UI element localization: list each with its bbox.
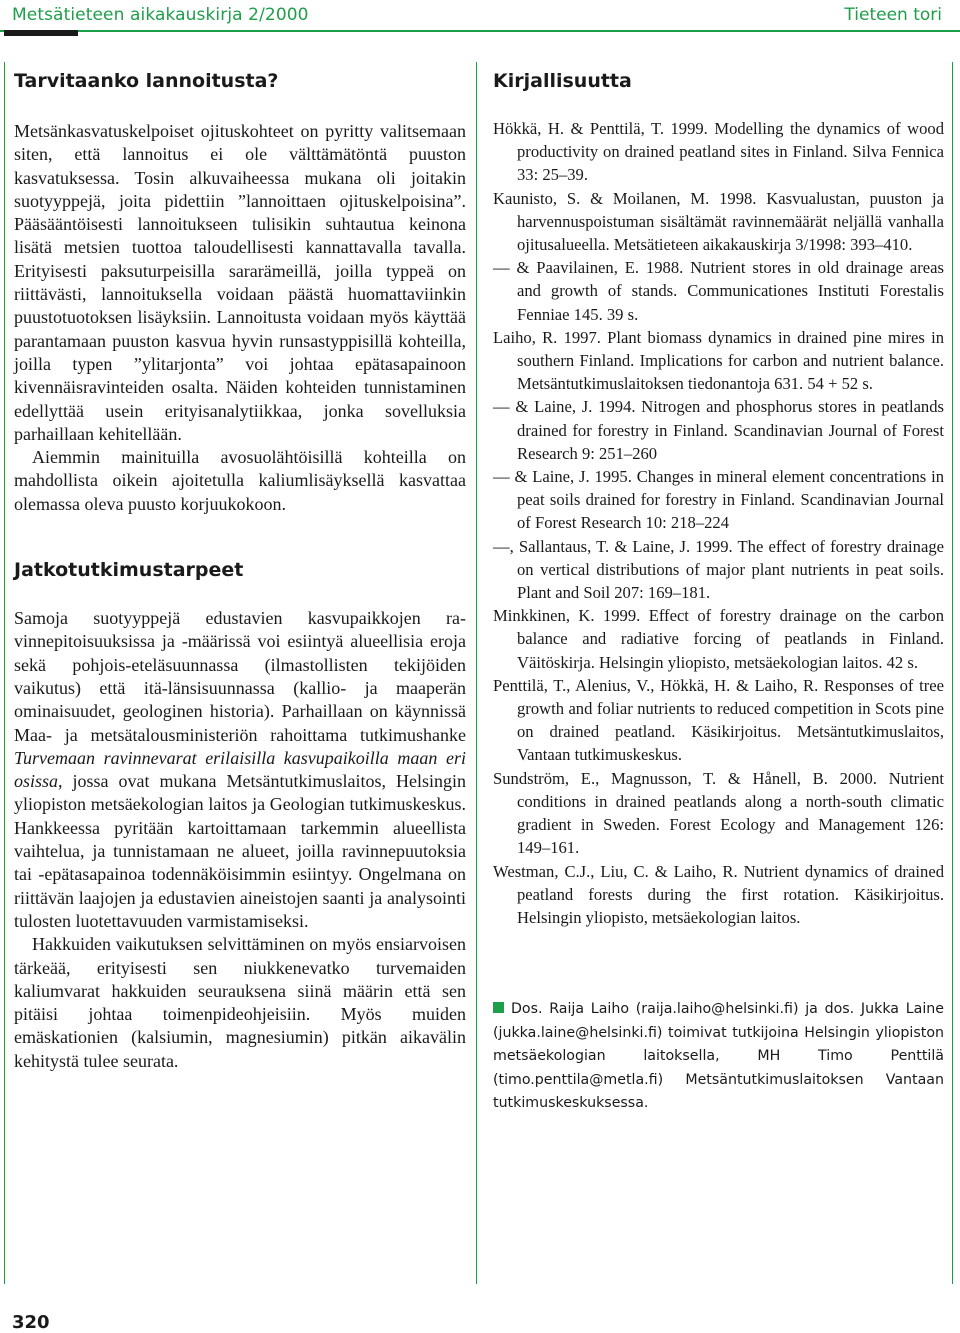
left-margin-rule [4, 62, 5, 1284]
reference-item: Westman, C.J., Liu, C. & Laiho, R. Nutrient dynamics of drained peatland forests during the first rotation. Käsikirjoitus. Helsingin yliopisto, metsäekologian laitos. [493, 861, 944, 927]
square-bullet-icon [493, 1002, 504, 1013]
column-divider-rule [476, 62, 477, 1284]
reference-item: — & Laine, J. 1995. Changes in mineral element concentrations in peat soils drained for forestry in Finland. Scandinavian Journal of Forest Research 10: 218–224 [493, 467, 944, 533]
right-column [493, 62, 944, 1116]
author-note-text: Dos. Raija Laiho (raija.laiho@helsinki.fi) ja dos. Jukka Laine (jukka.laine@helsinki.fi) toimivat tutkijoina Helsingin yliopiston metsäekologian laitoksella, MH Timo Penttilä (timo.penttila@metla.fi) Metsäntutkimuslaitoksen Vantaan tutkimuskeskuksessa. [493, 1001, 944, 1112]
reference-item: Laiho, R. 1997. Plant biomass dynamics in drained pine mires in southern Finland. Implications for carbon and nutrient balance. Metsäntutkimuslaitoksen tiedonantoja 631. 54 + 52 s. [493, 327, 944, 394]
reference-item: Minkkinen, K. 1999. Effect of forestry drainage on the carbon balance and radiative forcing of peatlands in Finland. Väitöskirja. Helsingin yliopisto, metsäekologian laitos. 42 s. [493, 606, 944, 672]
right-margin-rule [952, 62, 953, 1284]
section-label: Tieteen tori [844, 5, 942, 25]
paragraph-potassium: Aiemmin mainituilla avosuolähtöisillä kohteilla on mahdollista oikein ajoitetulla kaliumlisäyksellä kasvattaa olemassa oleva puusto korjuukokoon. [14, 447, 466, 514]
reference-item: Hökkä, H. & Penttilä, T. 1999. Modelling the dynamics of wood productivity on drained peatland sites in Finland. Silva Fennica 33: 25–39. [493, 119, 944, 185]
reference-item: Penttilä, T., Alenius, V., Hökkä, H. & Laiho, R. Responses of tree growth and foliar nutrients to reduced competition in Scots pine on drained peatland. Käsikirjoitus. Metsäntutkimuslaitos, Vantaan tutkimuskeskus. [493, 675, 944, 765]
page-number: 320 [12, 1312, 50, 1333]
paragraph-research-text-a: Samoja suotyyppejä edustavien kasvupaikkojen ravinnepitoisuuksissa ja -määrissä voi esiintyä alueellisia eroja sekä pohjois-eteläsuunnassa (ilmastollisten tekijöiden vaikutus) että itä-länsisuunnassa (kallio- ja maaperän ominaisuudet, geologinen historia). Parhaillaan on käynnissä Maa- ja metsätalousministeriön rahoittama tutkimushanke [14, 608, 466, 745]
header-rule [0, 30, 960, 32]
paragraph-research-text-b: , jossa ovat mukana Metsäntutkimuslaitos, Helsingin yliopiston metsäekologian laitos ja Geologian tutkimuskeskus. Hankkeessa pyritään kartoittamaan tarkemmin alueellista vaihtelua, ja tunnistamaan ne alueet, joilla ravinnepuutoksia tai -epätasapainoa todennäköisimmin esiintyy. Ongelmana on riittävän laajojen ja edustavien aineistojen saanti ja analysointi tulosten luotettavuuden varmistamiseksi. [14, 771, 466, 931]
paragraph-research-project [14, 607, 466, 933]
references-heading: Kirjallisuutta [493, 70, 632, 92]
reference-item: —, Sallantaus, T. & Laine, J. 1999. The effect of forestry drainage on vertical distributions of major plant nutrients in peat soils. Plant and Soil 207: 169–181. [493, 536, 944, 603]
section-heading-further-research: Jatkotutkimustarpeet [14, 559, 244, 582]
section-heading-fertilization: Tarvitaanko lannoitusta? [14, 70, 279, 92]
author-note [493, 998, 944, 1116]
left-column [14, 62, 466, 1073]
reference-list [493, 117, 944, 929]
project-title: Turvemaan ravinnevarat erilaisilla kasvupaikoilla maan eri osissa [14, 747, 466, 792]
paragraph-fertilization: Metsänkasvatuskelpoiset ojituskohteet on pyritty valitsemaan siten, että lannoitus ei ole välttämätöntä puuston kasvatuksessa. Tosin alkuvaiheessa mukana oli joitakin suotyyppejä, joita pidettiin ”lannoittaen ojituskelpoisina”. Pääsääntöisesti lannoitukseen tulisikin suhtautua keinona lisätä metsien tuottoa taloudellisesti kannattavalla tavalla. Erityisesti paksuturpeisilla sararämeillä, joilla typpeä on riittävästi, lannoituksella voidaan päästä huomattaviinkin puustotuotoksen lisäyksiin. Lannoitusta voidaan myös käyttää parantamaan puuston kasvua hyvin runsastyppisillä kohteilla, joilla typen ”ylitarjonta” voi johtaa epätasapainoon kivennäisravinteiden osalta. Näiden kohteiden tunnistaminen edellyttää usein erityisanalytiikkaa, jonka sovelluksia parhaillaan kehitellään. [14, 121, 466, 444]
reference-item: — & Paavilainen, E. 1988. Nutrient stores in old drainage areas and growth of stands. Communicationes Instituti Forestalis Fenniae 145. 39 s. [493, 258, 944, 324]
reference-item: — & Laine, J. 1994. Nitrogen and phosphorus stores in peatlands drained for forestry in Finland. Scandinavian Journal of Forest Research 9: 251–260 [493, 397, 944, 463]
reference-item: Sundström, E., Magnusson, T. & Hånell, B. 2000. Nutrient conditions in drained peatlands along a north-south climatic gradient in Sweden. Forest Ecology and Management 126: 149–161. [493, 768, 944, 858]
journal-title: Metsätieteen aikakauskirja 2/2000 [12, 5, 309, 25]
running-header [0, 0, 960, 34]
header-tab-marker [4, 30, 78, 36]
paragraph-harvesting: Hakkuiden vaikutuksen selvittäminen on myös ensiarvoisen tärkeää, erityisesti sen niukkenevatko turvemaiden kaliumvarat hakkuiden seurauksena siinä määrin että sen pitäisi johtaa toimenpideohjeisiin. Myös muiden emäskationien (kalsiumin, magnesiumin) pitkän aikavälin kehitystä tulee seurata. [14, 934, 466, 1071]
reference-item: Kaunisto, S. & Moilanen, M. 1998. Kasvualustan, puuston ja harvennuspoistuman sisältämät ravinnemäärät neljällä vanhalla ojitusalueella. Metsätieteen aikakauskirja 3/1998: 393–410. [493, 188, 944, 255]
